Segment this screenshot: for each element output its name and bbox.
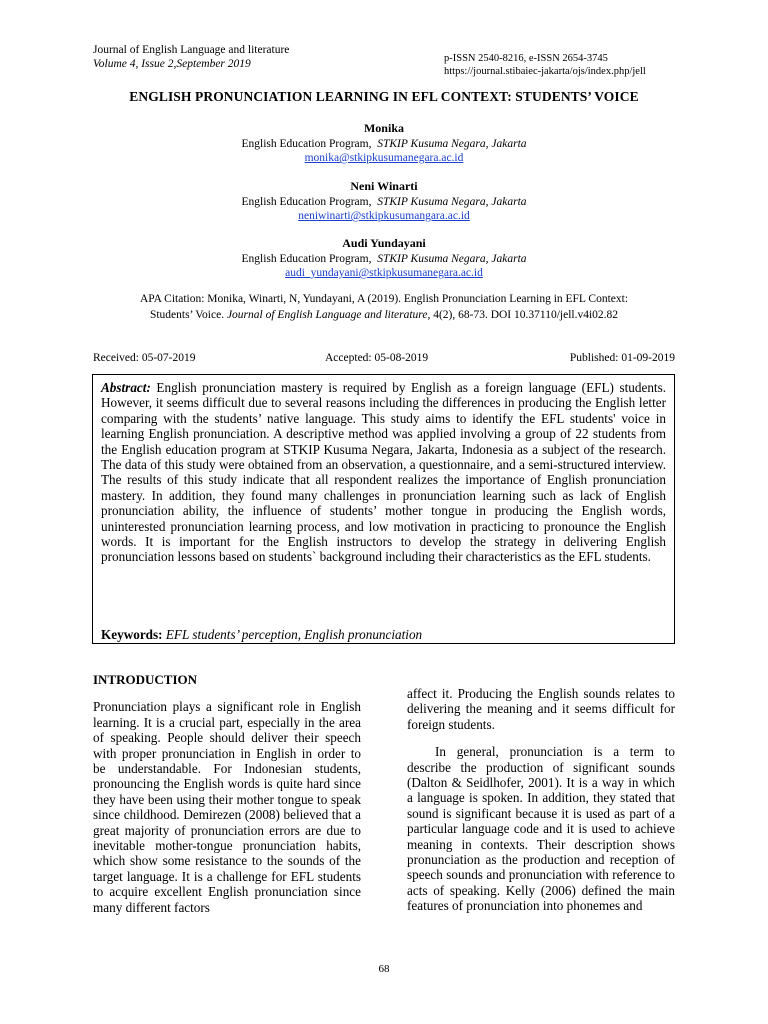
paper-title: ENGLISH PRONUNCIATION LEARNING IN EFL CONTEXT: STUDENTS’ VOICE [129,89,639,104]
journal-url[interactable]: https://journal.stibaiec-jakarta/ojs/index.php/jell [444,66,646,77]
author-email[interactable]: audi_yundayani@stkipkusumanegara.ac.id [285,267,483,279]
right-column [407,686,675,914]
author-email[interactable]: monika@stkipkusumanegara.ac.id [304,152,464,164]
author-name: Monika [363,121,404,135]
author-name: Neni Winarti [350,179,418,193]
author-block-3 [0,236,768,280]
author-affiliation: English Education Program, STKIP Kusuma Negara, Jakarta [241,138,527,150]
abstract-text: Abstract: English pronunciation mastery is required by English as a foreign language (EFL) students. However, it seems difficult due to several reasons including the differences in producing the English letter comparing with the students’ native language. This study aims to identify the EFL students' voice in learning English pronunciation. A descriptive method was applied involving a group of 22 students from the English education program at STKIP Kusuma Negara, Jakarta, Indonesia as a subject of the research. The data of this study were obtained from an observation, a questionnaire, and a semi-structured interview. The results of this study indicate that all respondent realizes the importance of English pronunciation mastery. In addition, they found many challenges in pronunciation learning such as lack of English pronunciation ability, the influence of students’ mother tongue in producing the English words, uninterested pronunciation learning process, and low motivation in practicing to pronounce the English words. It is important for the English instructors to develop the strategy in delivering English pronunciation lessons based on students` background including their characteristics as the EFL students. [101,380,667,565]
page-number: 68 [378,963,390,975]
author-name: Audi Yundayani [342,236,426,250]
keywords-list: EFL students’ perception, English pronunciation [165,627,423,642]
author-affiliation: English Education Program, STKIP Kusuma Negara, Jakarta [241,253,527,265]
left-column [93,672,361,915]
abstract-box [92,374,675,644]
journal-issn: p-ISSN 2540-8216, e-ISSN 2654-3745 [444,53,608,64]
intro-paragraph-1: Pronunciation plays a significant role in English learning. It is a crucial part, especially in the area of speaking. People should deliver their speech with proper pronunciation in English in order to be understandable. For Indonesian students, pronouncing the English words is quite hard since they have been using their mother tongue to speak since childhood. Demirezen (2008) believed that a great majority of pronunciation errors are due to inevitable mother-tongue pronunciation habits, which show some resistance to the sounds of the target language. It is a challenge for EFL students to acquire excellent English pronunciation since many different factors [93,699,361,915]
journal-issn-block [444,52,646,78]
keywords [101,627,422,642]
published-date: Published: 01-09-2019 [569,352,675,364]
abstract-label: Abstract [101,380,147,395]
received-date: Received: 05-07-2019 [93,352,196,364]
journal-volume: Volume 4, Issue 2,September 2019 [93,58,251,70]
author-affiliation: English Education Program, STKIP Kusuma Negara, Jakarta [241,196,527,208]
citation-journal: Journal of English Language and literature, [226,308,431,321]
author-email[interactable]: neniwinarti@stkipkusumangara.ac.id [298,210,470,222]
intro-paragraph-2: In general, pronunciation is a term to describe the production of significant sounds (Dalton & Seidlhofer, 2001). It is a way in which a language is spoken. In addition, they stated that sound is significant because it is used as part of a particular language code and it is used to achieve meaning in contexts. Their description shows pronunciation as the production and reception of speech sounds and pronunciation with reference to acts of speaking. Kelly (2006) defined the main features of pronunciation into phonemes and [407,744,675,914]
intro-paragraph-continued: affect it. Producing the English sounds relates to delivering the meaning and it seems difficult for foreign students. [407,686,675,732]
journal-header [93,43,289,71]
keywords-label: Keywords: [101,627,163,642]
accepted-date: Accepted: 05-08-2019 [325,352,429,364]
author-block-2 [0,179,768,223]
author-block-1 [0,121,768,165]
section-heading-introduction: INTRODUCTION [93,672,198,687]
apa-citation: APA Citation: Monika, Winarti, N, Yundayani, A (2019). English Pronunciation Learning in EFL Context: Students’ Voice. Journal of English Language and literature, 4(2), 68-73. DOI 10.37110/jell.v4i02.82 [139,293,629,321]
journal-name: Journal of English Language and literature [93,44,290,56]
